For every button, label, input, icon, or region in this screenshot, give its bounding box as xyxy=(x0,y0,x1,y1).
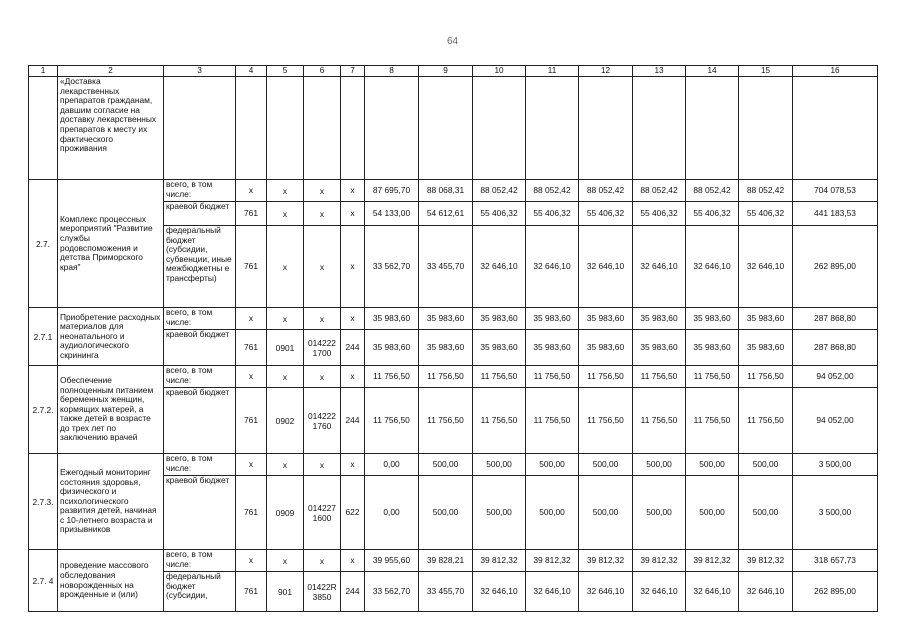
value-cell: 11 756,50 xyxy=(419,388,473,454)
value-cell: 11 756,50 xyxy=(473,388,526,454)
item-name: Приобретение расходных материалов для неонатального и аудиологического скрининга xyxy=(58,308,164,366)
value-cell: 35 983,60 xyxy=(633,330,686,366)
value-cell: 88 052,42 xyxy=(526,180,579,202)
value-cell: 55 406,32 xyxy=(526,202,579,226)
value-cell: 11 756,50 xyxy=(473,366,526,388)
value-cell: 55 406,32 xyxy=(633,202,686,226)
value-cell: 11 756,50 xyxy=(579,366,633,388)
value-cell: 39 812,32 xyxy=(739,550,793,572)
value-cell: 88 052,42 xyxy=(473,180,526,202)
table-row xyxy=(29,308,878,330)
cell-grbs: x xyxy=(236,454,267,476)
cell-expense-type: 622 xyxy=(341,476,365,550)
value-cell: 32 646,10 xyxy=(633,226,686,308)
value-cell: 500,00 xyxy=(473,476,526,550)
value-cell: 11 756,50 xyxy=(526,388,579,454)
value-cell: 35 983,60 xyxy=(473,330,526,366)
empty-cell xyxy=(304,77,341,180)
cell-num xyxy=(29,77,58,180)
column-header-4: 4 xyxy=(236,66,267,77)
value-cell: 500,00 xyxy=(419,476,473,550)
value-cell: 11 756,50 xyxy=(419,366,473,388)
value-cell: 94 052,00 xyxy=(793,388,878,454)
value-cell: 500,00 xyxy=(579,454,633,476)
item-number: 2.7. 4 xyxy=(29,550,58,612)
item-number: 2.7. xyxy=(29,180,58,308)
funding-source: краевой бюджет xyxy=(164,388,236,454)
cell-section: x xyxy=(267,226,304,308)
cell-target-code: x xyxy=(304,550,341,572)
item-name: Ежегодный мониторинг состояния здоровья, физического и психологического развития детей, начиная с 10-летнего возраста и призывников xyxy=(58,454,164,550)
cell-grbs: 761 xyxy=(236,330,267,366)
cell-section: 0902 xyxy=(267,388,304,454)
cell-section: x xyxy=(267,454,304,476)
cell-grbs: x xyxy=(236,308,267,330)
value-cell: 500,00 xyxy=(473,454,526,476)
value-cell: 39 812,32 xyxy=(526,550,579,572)
item-name: Комплекс процессных мероприятий "Развитие службы родовспоможения и детства Приморского края" xyxy=(58,180,164,308)
value-cell: 500,00 xyxy=(526,454,579,476)
value-cell: 54 133,00 xyxy=(365,202,419,226)
empty-cell xyxy=(473,77,526,180)
empty-cell xyxy=(739,77,793,180)
value-cell: 88 068,31 xyxy=(419,180,473,202)
column-header-12: 12 xyxy=(579,66,633,77)
value-cell: 35 983,60 xyxy=(526,308,579,330)
column-header-6: 6 xyxy=(304,66,341,77)
value-cell: 11 756,50 xyxy=(686,388,739,454)
cell-expense-type: x xyxy=(341,550,365,572)
value-cell: 262 895,00 xyxy=(793,226,878,308)
cell-target-code: x xyxy=(304,454,341,476)
value-cell: 54 612,61 xyxy=(419,202,473,226)
cell-expense-type: 244 xyxy=(341,572,365,612)
column-header-14: 14 xyxy=(686,66,739,77)
cell-grbs: x xyxy=(236,366,267,388)
value-cell: 35 983,60 xyxy=(579,308,633,330)
value-cell: 55 406,32 xyxy=(579,202,633,226)
continuation-row xyxy=(29,77,878,180)
value-cell: 33 562,70 xyxy=(365,226,419,308)
empty-cell xyxy=(579,77,633,180)
cell-grbs: 761 xyxy=(236,388,267,454)
value-cell: 39 812,32 xyxy=(633,550,686,572)
value-cell: 11 756,50 xyxy=(579,388,633,454)
value-cell: 500,00 xyxy=(686,476,739,550)
empty-cell xyxy=(365,77,419,180)
header-row xyxy=(29,66,878,77)
cell-section: x xyxy=(267,366,304,388)
value-cell: 32 646,10 xyxy=(579,226,633,308)
value-cell: 441 183,53 xyxy=(793,202,878,226)
value-cell: 287 868,80 xyxy=(793,330,878,366)
value-cell: 32 646,10 xyxy=(579,572,633,612)
empty-cell xyxy=(686,77,739,180)
value-cell: 0,00 xyxy=(365,476,419,550)
item-name: проведение массового обследования новорожденных на врожденные и (или) xyxy=(58,550,164,612)
value-cell: 11 756,50 xyxy=(365,366,419,388)
funding-source: краевой бюджет xyxy=(164,202,236,226)
value-cell: 500,00 xyxy=(579,476,633,550)
value-cell: 262 895,00 xyxy=(793,572,878,612)
column-header-8: 8 xyxy=(365,66,419,77)
value-cell: 32 646,10 xyxy=(633,572,686,612)
cell-expense-type: 244 xyxy=(341,388,365,454)
column-header-13: 13 xyxy=(633,66,686,77)
value-cell: 33 562,70 xyxy=(365,572,419,612)
cell-expense-type: 244 xyxy=(341,330,365,366)
value-cell: 32 646,10 xyxy=(739,572,793,612)
empty-cell xyxy=(793,77,878,180)
value-cell: 704 078,53 xyxy=(793,180,878,202)
cell-expense-type: x xyxy=(341,366,365,388)
value-cell: 33 455,70 xyxy=(419,572,473,612)
value-cell: 11 756,50 xyxy=(739,366,793,388)
value-cell: 11 756,50 xyxy=(686,366,739,388)
cell-target-code: x xyxy=(304,226,341,308)
item-name: Обеспечение полноценным питанием беременных женщин, кормящих матерей, а также детей в возрасте до трех лет по заключению врачей xyxy=(58,366,164,454)
column-header-3: 3 xyxy=(164,66,236,77)
table-row xyxy=(29,550,878,572)
table-row xyxy=(29,180,878,202)
cell-grbs: 761 xyxy=(236,476,267,550)
cell-expense-type: x xyxy=(341,226,365,308)
funding-source: всего, в том числе: xyxy=(164,180,236,202)
cell-expense-type: x xyxy=(341,308,365,330)
empty-cell xyxy=(526,77,579,180)
cell-grbs: x xyxy=(236,550,267,572)
column-header-7: 7 xyxy=(341,66,365,77)
value-cell: 39 812,32 xyxy=(473,550,526,572)
value-cell: 500,00 xyxy=(686,454,739,476)
item-number: 2.7.1 xyxy=(29,308,58,366)
cell-target-code: x xyxy=(304,366,341,388)
value-cell: 39 828,21 xyxy=(419,550,473,572)
value-cell: 35 983,60 xyxy=(633,308,686,330)
value-cell: 55 406,32 xyxy=(686,202,739,226)
value-cell: 11 756,50 xyxy=(633,388,686,454)
cell-section: x xyxy=(267,202,304,226)
value-cell: 11 756,50 xyxy=(526,366,579,388)
column-header-16: 16 xyxy=(793,66,878,77)
cell-section: x xyxy=(267,308,304,330)
value-cell: 39 812,32 xyxy=(579,550,633,572)
value-cell: 500,00 xyxy=(739,476,793,550)
cell-expense-type: x xyxy=(341,454,365,476)
value-cell: 35 983,60 xyxy=(739,308,793,330)
cell-target-code: x xyxy=(304,180,341,202)
value-cell: 3 500,00 xyxy=(793,476,878,550)
value-cell: 32 646,10 xyxy=(526,226,579,308)
value-cell: 3 500,00 xyxy=(793,454,878,476)
value-cell: 88 052,42 xyxy=(686,180,739,202)
funding-source: федеральный бюджет (субсидии, субвенции, иные межбюджетны е трансферты) xyxy=(164,226,236,308)
value-cell: 35 983,60 xyxy=(579,330,633,366)
value-cell: 55 406,32 xyxy=(739,202,793,226)
cell-expense-type: x xyxy=(341,180,365,202)
value-cell: 500,00 xyxy=(739,454,793,476)
cell-target-code: 01422R 3850 xyxy=(304,572,341,612)
value-cell: 32 646,10 xyxy=(686,226,739,308)
value-cell: 33 455,70 xyxy=(419,226,473,308)
cell-expense-type: x xyxy=(341,202,365,226)
value-cell: 11 756,50 xyxy=(633,366,686,388)
item-number: 2.7.3. xyxy=(29,454,58,550)
value-cell: 0,00 xyxy=(365,454,419,476)
empty-cell xyxy=(341,77,365,180)
value-cell: 39 955,60 xyxy=(365,550,419,572)
value-cell: 35 983,60 xyxy=(686,308,739,330)
value-cell: 35 983,60 xyxy=(365,330,419,366)
funding-source: всего, в том числе: xyxy=(164,454,236,476)
value-cell: 87 695,70 xyxy=(365,180,419,202)
value-cell: 35 983,60 xyxy=(739,330,793,366)
value-cell: 88 052,42 xyxy=(633,180,686,202)
funding-source: краевой бюджет xyxy=(164,476,236,550)
cell-target-code: 014227 1600 xyxy=(304,476,341,550)
value-cell: 32 646,10 xyxy=(473,226,526,308)
value-cell: 35 983,60 xyxy=(419,330,473,366)
column-header-9: 9 xyxy=(419,66,473,77)
cell-grbs: 761 xyxy=(236,202,267,226)
cell-target-code: 014222 1760 xyxy=(304,388,341,454)
value-cell: 32 646,10 xyxy=(473,572,526,612)
column-header-1: 1 xyxy=(29,66,58,77)
column-header-15: 15 xyxy=(739,66,793,77)
value-cell: 318 657,73 xyxy=(793,550,878,572)
funding-source: краевой бюджет xyxy=(164,330,236,366)
empty-cell xyxy=(267,77,304,180)
value-cell: 32 646,10 xyxy=(739,226,793,308)
cell-target-code: 014222 1700 xyxy=(304,330,341,366)
value-cell: 55 406,32 xyxy=(473,202,526,226)
funding-source: всего, в том числе: xyxy=(164,308,236,330)
empty-cell xyxy=(419,77,473,180)
page-number: 64 xyxy=(446,36,459,47)
value-cell: 11 756,50 xyxy=(365,388,419,454)
value-cell: 500,00 xyxy=(633,476,686,550)
value-cell: 35 983,60 xyxy=(365,308,419,330)
column-header-5: 5 xyxy=(267,66,304,77)
value-cell: 35 983,60 xyxy=(526,330,579,366)
column-header-11: 11 xyxy=(526,66,579,77)
value-cell: 88 052,42 xyxy=(739,180,793,202)
cell-grbs: x xyxy=(236,180,267,202)
value-cell: 88 052,42 xyxy=(579,180,633,202)
value-cell: 500,00 xyxy=(633,454,686,476)
cell-target-code: x xyxy=(304,202,341,226)
cell-section: 0901 xyxy=(267,330,304,366)
value-cell: 287 868,80 xyxy=(793,308,878,330)
cell-section: 0909 xyxy=(267,476,304,550)
item-number: 2.7.2. xyxy=(29,366,58,454)
empty-cell xyxy=(236,77,267,180)
item-name: «Доставка лекарственных препаратов гражданам, давшим согласие на доставку лекарственных препаратов к месту их фактического проживания xyxy=(58,77,164,180)
empty-cell xyxy=(633,77,686,180)
value-cell: 94 052,00 xyxy=(793,366,878,388)
value-cell: 35 983,60 xyxy=(686,330,739,366)
table-row xyxy=(29,454,878,476)
value-cell: 32 646,10 xyxy=(526,572,579,612)
budget-table xyxy=(28,65,878,612)
funding-source: всего, в том числе: xyxy=(164,550,236,572)
cell-grbs: 761 xyxy=(236,572,267,612)
funding-source: федеральный бюджет (субсидии, xyxy=(164,572,236,612)
value-cell: 35 983,60 xyxy=(419,308,473,330)
value-cell: 500,00 xyxy=(419,454,473,476)
cell-section: x xyxy=(267,180,304,202)
value-cell: 11 756,50 xyxy=(739,388,793,454)
cell-grbs: 761 xyxy=(236,226,267,308)
empty-cell xyxy=(164,77,236,180)
value-cell: 32 646,10 xyxy=(686,572,739,612)
column-header-2: 2 xyxy=(58,66,164,77)
column-header-10: 10 xyxy=(473,66,526,77)
value-cell: 39 812,32 xyxy=(686,550,739,572)
funding-source: всего, в том числе: xyxy=(164,366,236,388)
cell-section: 901 xyxy=(267,572,304,612)
value-cell: 35 983,60 xyxy=(473,308,526,330)
value-cell: 500,00 xyxy=(526,476,579,550)
cell-target-code: x xyxy=(304,308,341,330)
cell-section: x xyxy=(267,550,304,572)
table-row xyxy=(29,366,878,388)
